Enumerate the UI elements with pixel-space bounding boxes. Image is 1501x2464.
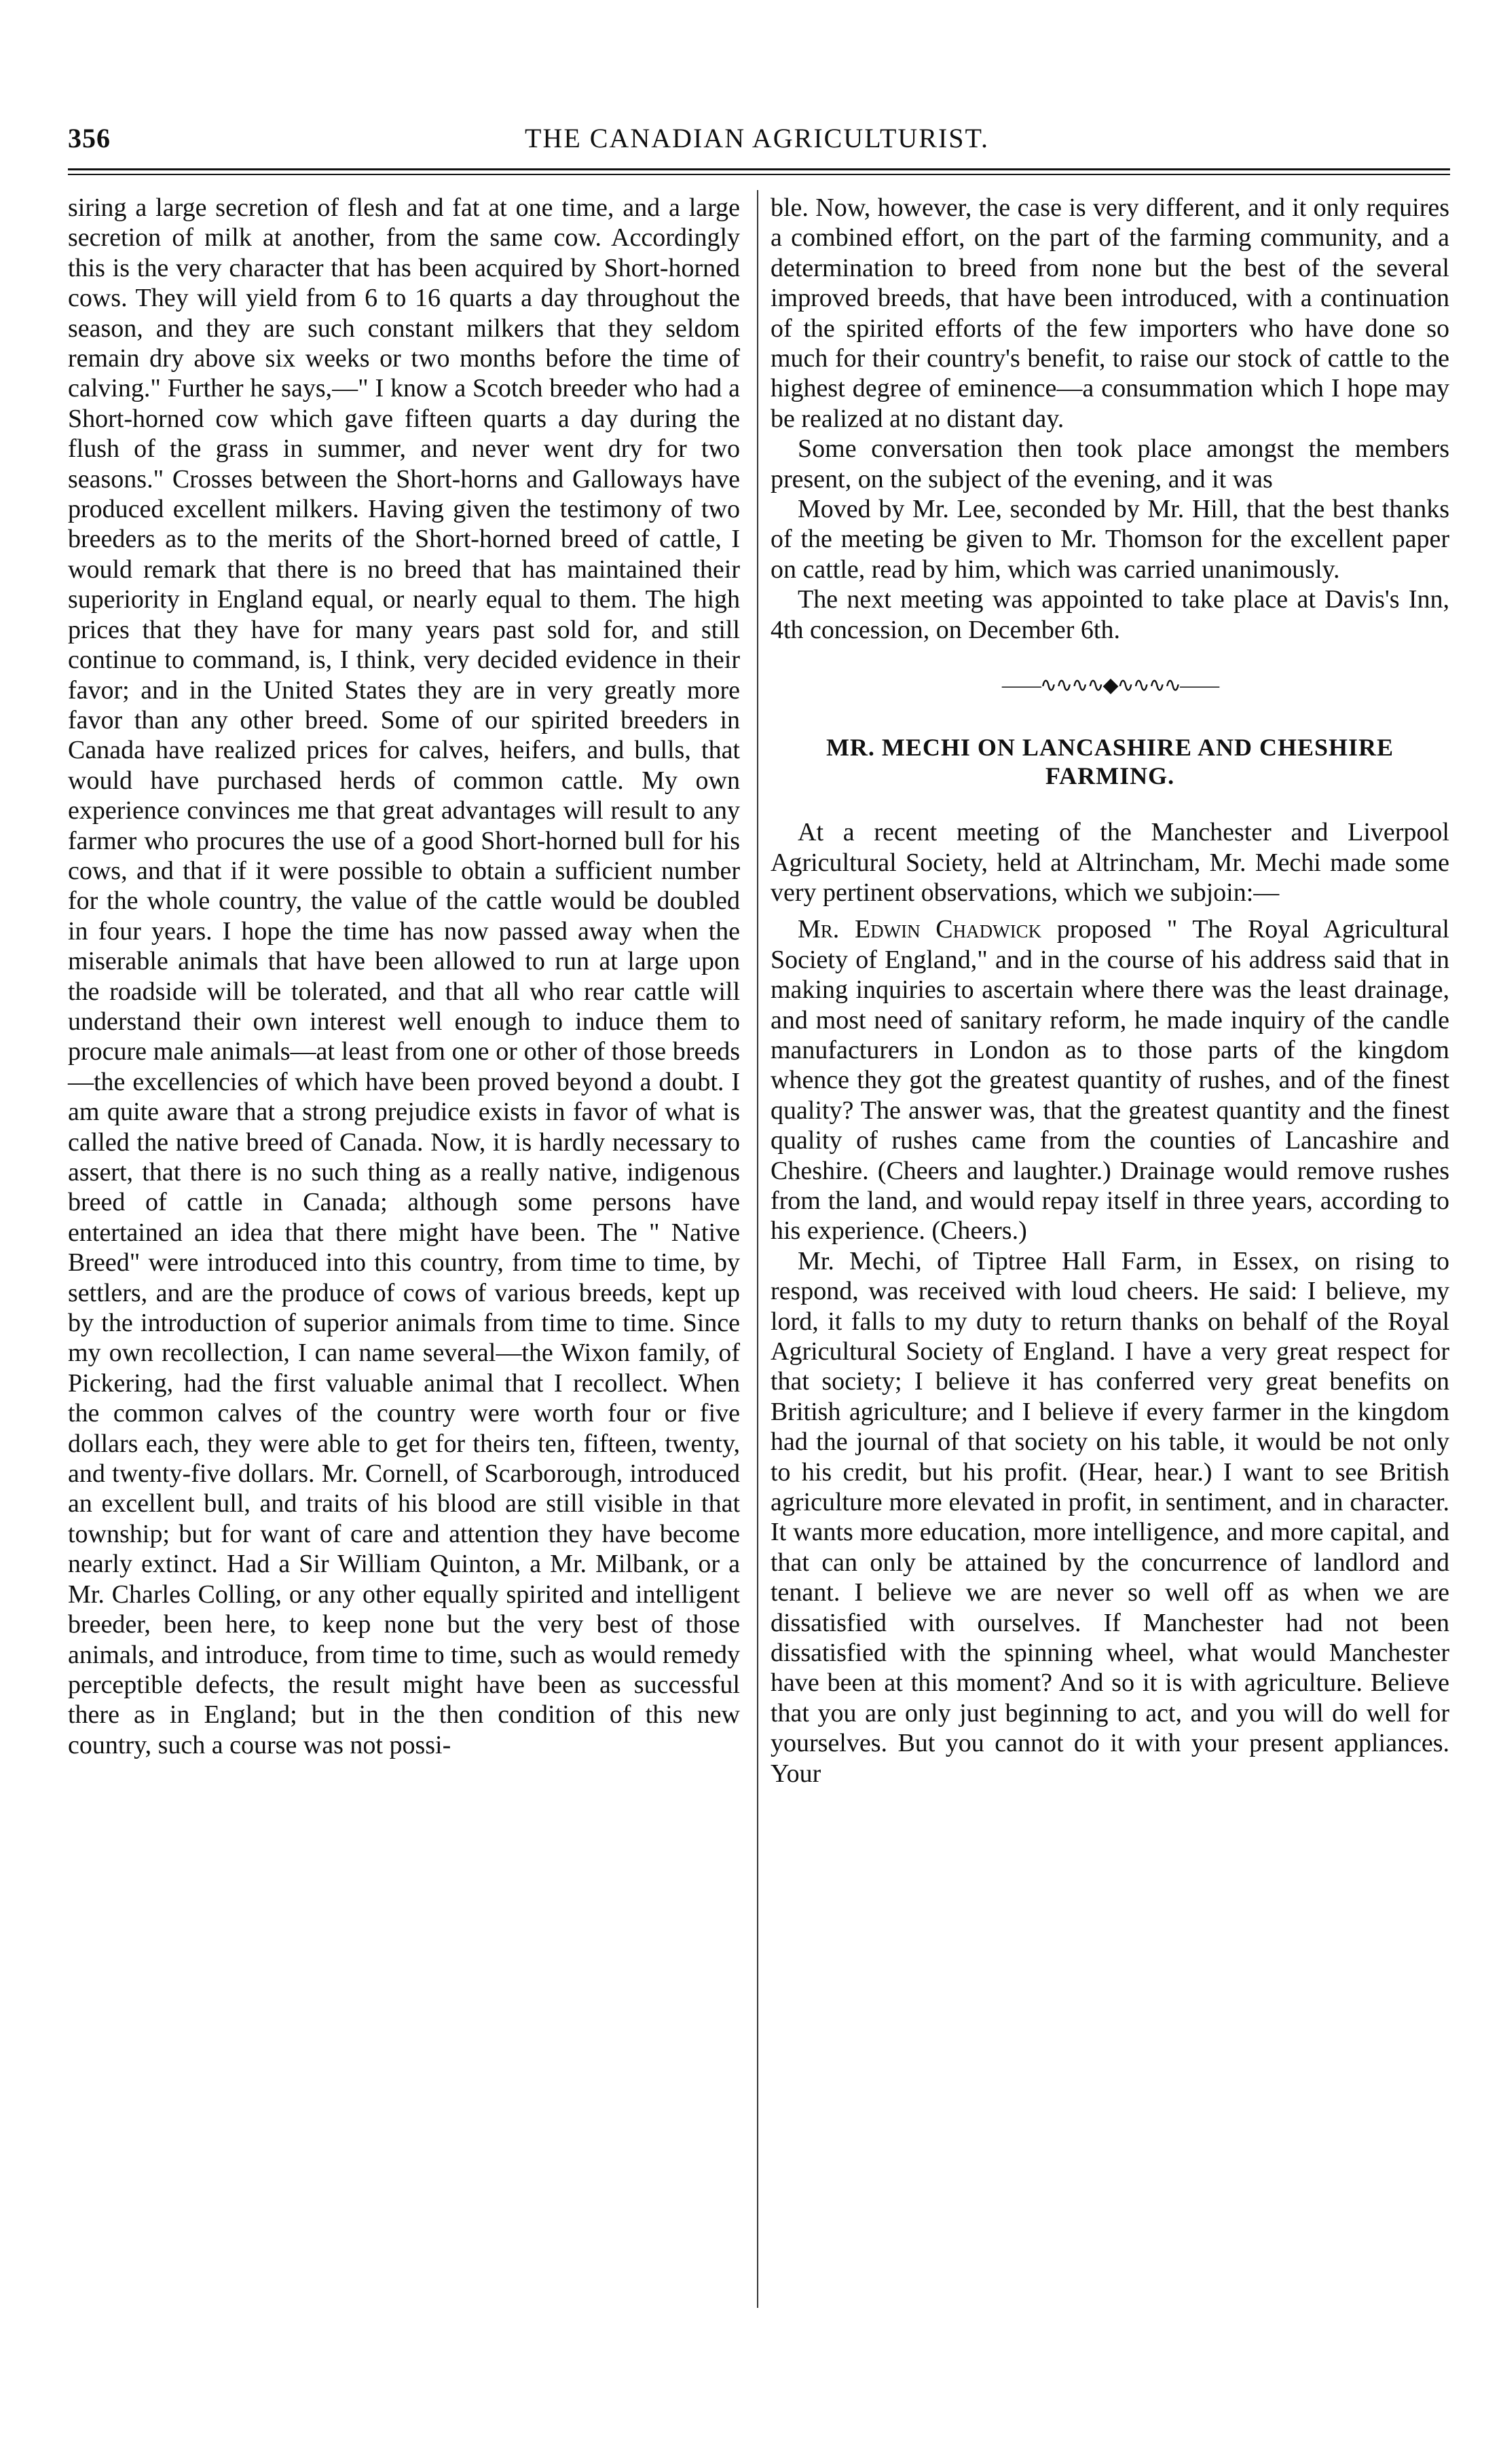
- speaker-name: Mr. Edwin Chadwick: [798, 915, 1042, 944]
- paragraph-spacer: [771, 908, 1449, 914]
- column-divider: [757, 190, 758, 2308]
- running-title: THE CANADIAN AGRICULTURIST.: [525, 123, 989, 153]
- body-paragraph: ble. Now, however, the case is very different, and it only requires a combined effort, on the part of the farming community, and a determination to breed from none but the best of the several improved breeds, that have been introduced, with a continuation of the spirited efforts of the few importers who have done so much for their country's benefit, to raise our stock of cattle to the highest degree of eminence—a consummation which I hope may be realized at no distant day.: [771, 193, 1449, 433]
- speech-text: proposed " The Royal Agricultural Society of England," and in the course of his address said that in making inquiries to ascertain where there was the least drainage, and most need of sanitary reform, he made inquiry of the candle manufacturers in London as to those parts of the kingdom whence they got the greatest quantity of rushes, and of the finest quality? The answer was, that the greatest quantity and the finest quality of rushes came from the counties of Lancashire and Cheshire. (Cheers and laughter.) Drainage would remove rushes from the land, and would repay itself in three years, according to his experience. (Cheers.): [771, 915, 1449, 1246]
- body-paragraph: The next meeting was appointed to take place at Davis's Inn, 4th concession, on December 6th.: [771, 585, 1449, 644]
- right-column: [771, 193, 1449, 1789]
- page-number: 356: [68, 123, 111, 153]
- body-paragraph: Some conversation then took place amongst the members present, on the subject of the evening, and it was: [771, 434, 1449, 493]
- page-header: [68, 122, 1446, 163]
- left-column: [68, 193, 740, 1760]
- intro-paragraph: At a recent meeting of the Manchester and Liverpool Agricultural Society, held at Altrincham, Mr. Mechi made some very pertinent observations, which we subjoin:—: [771, 818, 1449, 907]
- chadwick-paragraph: [771, 914, 1449, 1246]
- motion-paragraph: Moved by Mr. Lee, seconded by Mr. Hill, that the best thanks of the meeting be given to Mr. Thomson for the excellent paper on cattle, read by him, which was carried unanimously.: [771, 495, 1449, 584]
- mechi-paragraph: Mr. Mechi, of Tiptree Hall Farm, in Essex, on rising to respond, was received with loud cheers. He said: I believe, my lord, it falls to my duty to return thanks on behalf of the Royal Agricultural Society of England. I have a very great respect for that society; I believe it has conferred very great benefits on British agriculture; and I believe if every farmer in the kingdom had the journal of that society on his table, it would be not only to his credit, but his profit. (Hear, hear.) I want to see British agriculture more elevated in profit, in sentiment, and in character. It wants more education, more intelligence, and more capital, and that can only be attained by the concurrence of landlord and tenant. I believe we are never so well off as when we are dissatisfied with ourselves. If Manchester had not been dissatisfied with the spinning wheel, what would Manchester have been at this moment? And so it is with agriculture. Believe that you are only just beginning to act, and you will do well for yourselves. But you cannot do it with your present appliances. Your: [771, 1246, 1449, 1788]
- body-paragraph: siring a large secretion of flesh and fat at one time, and a large secretion of milk at another, from the same cow. Accordingly this is the very character that has been acquired by Short-horned cows. They will yield from 6 to 16 quarts a day throughout the season, and they are such constant milkers that they seldom remain dry above six weeks or two months before the time of calving." Further he says,—" I know a Scotch breeder who had a Short-horned cow which gave fifteen quarts a day during the flush of the grass in summer, and never went dry for two seasons." Crosses between the Short-horns and Galloways have produced excellent milkers. Having given the testimony of two breeders as to the merits of the Short-horned breed of cattle, I would remark that there is no breed that has maintained their superiority in England equal, or nearly equal to them. The high prices that they have for many years past sold for, and still continue to command, is, I think, very decided evidence in their favor; and in the United States they are in very greatly more favor than any other breed. Some of our spirited breeders in Canada have realized prices for calves, heifers, and bulls, that would have purchased herds of common cattle. My own experience convinces me that great advantages will result to any farmer who procures the use of a good Short-horned bull for his cows, and that if it were possible to obtain a sufficient number for the whole country, the value of the cattle would be doubled in four years. I hope the time has now passed away when the miserable animals that have been allowed to run at large upon the roadside will be tolerated, and that all who rear cattle will understand their own interest well enough to induce them to procure male animals—at least from one or other of those breeds—the excellencies of which have been proved beyond a doubt. I am quite aware that a strong prejudice exists in favor of what is called the native breed of Canada. Now, it is hardly necessary to assert, that there is no such thing as a really native, indigenous breed of cattle in Canada; although some persons have entertained an idea that there might have been. The " Native Breed" were introduced into this country, from time to time, by settlers, and are the produce of cows of various breeds, kept up by the introduction of superior animals from time to time. Since my own recollection, I can name several—the Wixon family, of Pickering, had the first valuable animal that I recollect. When the common calves of the country were worth four or five dollars each, they were able to get for theirs ten, fifteen, twenty, and twenty-five dollars. Mr. Cornell, of Scarborough, introduced an excellent bull, and traits of his blood are still visible in that township; but for want of care and attention they have become nearly extinct. Had a Sir William Quinton, a Mr. Milbank, or a Mr. Charles Colling, or any other equally spirited and intelligent breeder, been here, to keep none but the very best of those animals, and introduce, from time to time, such as would remedy perceptible defects, the result might have been as successful there as in England; but in the then condition of this new country, such a course was not possi-: [68, 193, 740, 1759]
- header-rule-secondary: [68, 174, 1450, 175]
- header-rule: [68, 168, 1450, 170]
- ornamental-divider: ——∿∿∿∿◆∿∿∿∿——: [1001, 674, 1219, 697]
- section-heading: MR. MECHI ON LANCASHIRE AND CHESHIRE FARMING.: [826, 734, 1394, 790]
